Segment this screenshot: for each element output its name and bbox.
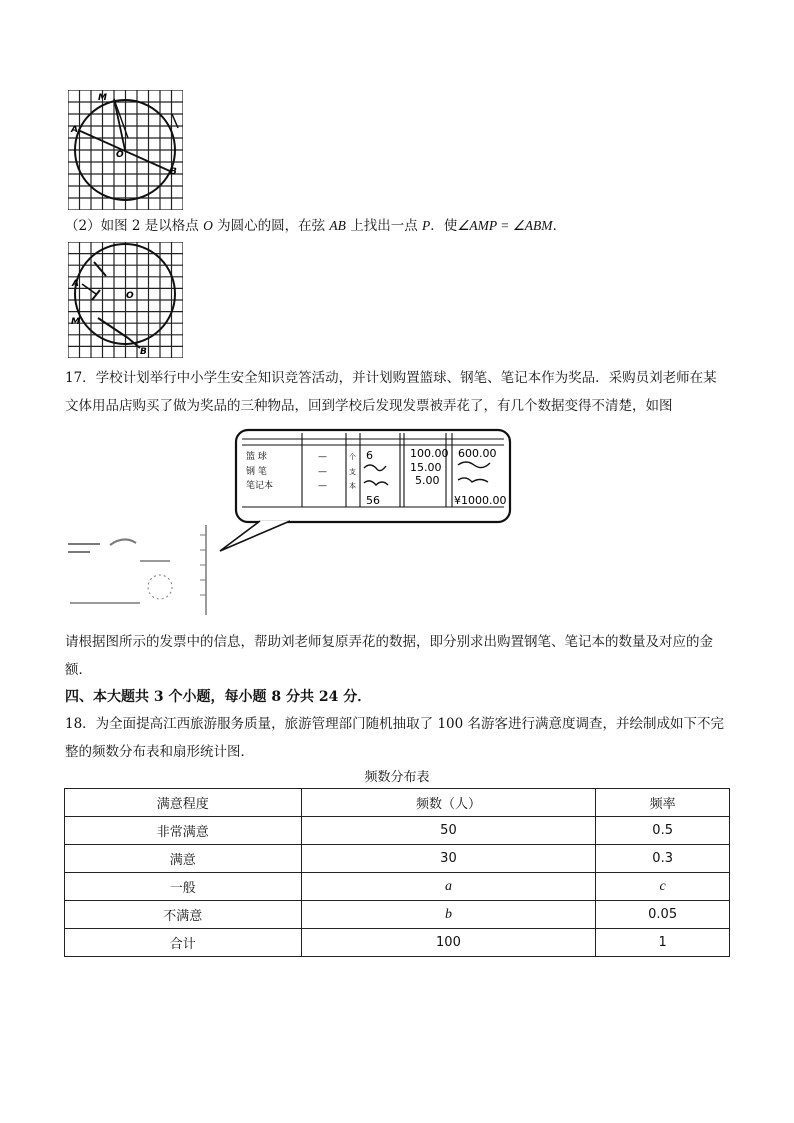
- invoice-price-basketball: 100.00: [410, 447, 449, 460]
- table-cell: 非常满意: [65, 817, 302, 845]
- invoice-amount-total: ¥1000.00: [454, 494, 507, 507]
- figure1-label-b: B: [170, 167, 177, 177]
- table-row: [65, 817, 730, 845]
- table-cell: 100: [301, 929, 596, 957]
- table-row: [65, 873, 730, 901]
- q16-point-p: P: [422, 218, 431, 233]
- table-caption: 频数分布表: [364, 770, 430, 785]
- figure1-label-m: M: [98, 93, 107, 103]
- table-cell: 30: [301, 845, 596, 873]
- table-header-cell: 频率: [596, 789, 730, 817]
- table-row: [65, 929, 730, 957]
- invoice-figure: [60, 425, 520, 620]
- q17-line-4: 额．: [65, 662, 92, 678]
- table-cell: 合计: [65, 929, 302, 957]
- table-cell: 不满意: [65, 901, 302, 929]
- invoice-unit-zhi: 支: [349, 468, 356, 476]
- invoice-item-basketball: 篮 球: [246, 452, 267, 462]
- invoice-price-pen: 15.00: [410, 461, 442, 474]
- invoice-dash-1: —: [318, 452, 327, 462]
- table-cell: 50: [301, 817, 596, 845]
- q16-part2-mid2: 上找出一点: [345, 218, 422, 234]
- table-cell: 满意: [65, 845, 302, 873]
- q16-part2-prefix: （2）如图 2 是以格点: [65, 218, 204, 234]
- table-cell: b: [301, 901, 596, 929]
- figure1-label-o: O: [116, 150, 124, 160]
- invoice-qty-basketball: 6: [366, 449, 373, 462]
- figure-1-grid-circle: [68, 90, 183, 210]
- figure2-label-o: O: [126, 291, 134, 301]
- table-cell: 0.3: [596, 845, 730, 873]
- table-header-cell: 频数（人）: [301, 789, 596, 817]
- invoice-dash-3: —: [318, 481, 327, 491]
- table-cell: 0.5: [596, 817, 730, 845]
- q17-line-3: 请根据图所示的发票中的信息，帮助刘老师复原弄花的数据，即分别求出购置钢笔、笔记本的数量及对应的金: [65, 634, 713, 650]
- table-header-cell: 满意程度: [65, 789, 302, 817]
- q16-point-o: O: [203, 218, 213, 233]
- q16-part2-text: [65, 212, 735, 240]
- table-cell: c: [596, 873, 730, 901]
- figure2-label-a: A: [72, 279, 79, 289]
- q17-line-1: 17．学校计划举行中小学生安全知识竞答活动，并计划购置篮球、钢笔、笔记本作为奖品．采购员刘老师在某: [65, 370, 717, 386]
- invoice-dash-2: —: [318, 467, 327, 477]
- figure-2-grid-circle: [68, 242, 183, 358]
- table-cell: 1: [596, 929, 730, 957]
- invoice-item-notebook: 笔记本: [246, 481, 274, 491]
- section-4-heading: 四、本大题共 3 个小题，每小题 8 分共 24 分．: [65, 689, 372, 705]
- invoice-item-pen: 钢 笔: [246, 467, 267, 477]
- invoice-unit-ge: 个: [349, 453, 356, 461]
- table-cell: a: [301, 873, 596, 901]
- q17-line-2: 文体用品店购买了做为奖品的三种物品，回到学校后发现发票被弄花了，有几个数据变得不清楚，如图: [65, 398, 673, 414]
- q16-part2-mid3: ．使: [430, 218, 458, 234]
- q16-equation: ∠AMP = ∠ABM: [457, 218, 553, 233]
- table-row: [65, 901, 730, 929]
- invoice-amount-basketball: 600.00: [458, 447, 497, 460]
- frequency-table: [64, 788, 730, 957]
- figure2-label-m: M: [71, 317, 80, 327]
- table-row: [65, 845, 730, 873]
- q16-chord-ab: AB: [329, 218, 346, 233]
- q16-part2-mid1: 为圆心的圆，在弦: [212, 218, 330, 234]
- q18-line-2: 整的频数分布表和扇形统计图．: [65, 744, 254, 760]
- figure1-label-a: A: [71, 125, 78, 135]
- table-cell: 一般: [65, 873, 302, 901]
- invoice-price-notebook: 5.00: [415, 474, 440, 487]
- q16-part2-suffix: ．: [552, 218, 567, 234]
- q18-line-1: 18．为全面提高江西旅游服务质量，旅游管理部门随机抽取了 100 名游客进行满意度调查，并绘制成如下不完: [65, 716, 725, 732]
- table-header-row: [65, 789, 730, 817]
- table-cell: 0.05: [596, 901, 730, 929]
- invoice-unit-ben: 本: [349, 482, 356, 490]
- figure2-label-b: B: [140, 347, 147, 357]
- invoice-qty-total: 56: [366, 494, 380, 507]
